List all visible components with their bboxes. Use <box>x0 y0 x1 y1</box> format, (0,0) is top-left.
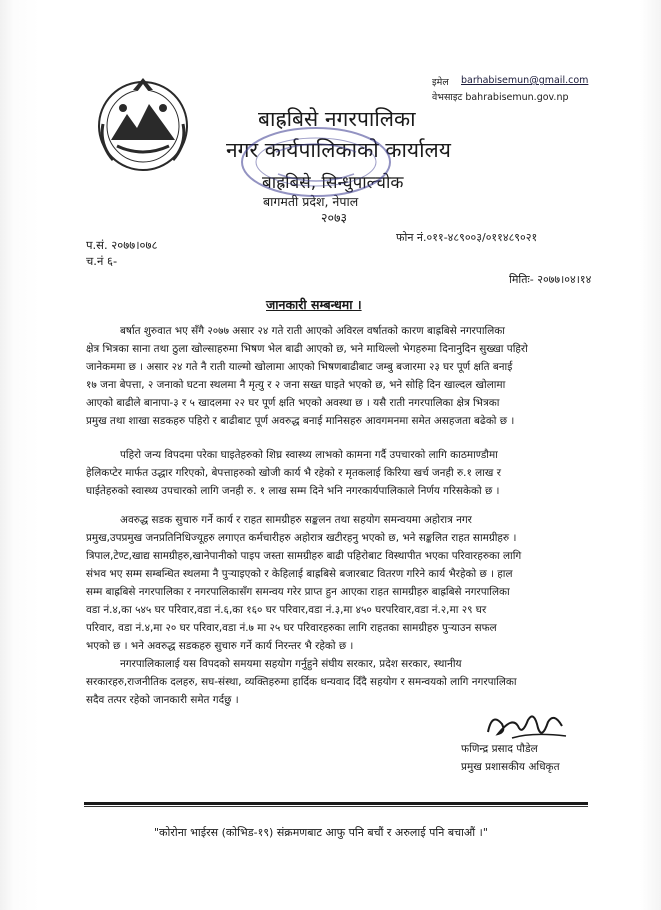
office-stamp <box>236 122 396 202</box>
paragraph-line: सदैव तत्पर रहेको जानकारी समेत गर्दछु । <box>86 694 239 706</box>
signatory-name: फणिन्द्र प्रसाद पौडेल <box>461 743 538 755</box>
paragraph-line: जानेकममा छ । असार २४ गते नै राती याल्मो खोलामा आएको भिषणबाढीबाट जम्बु बजारमा २३ घर पूर्ण क्षति बनाई <box>86 361 513 373</box>
dispatch-number: च.नं ६- <box>86 254 118 268</box>
paragraph-line: सरकारहरु,राजनीतिक दलहरु, सघ-संस्था, व्यक्तिहरुमा हार्दिक धन्यवाद दिँदै सहयोग र समन्वयको लागि नगरपालिका <box>86 676 517 688</box>
paragraph-line: त्रिपाल,टेण्ट,खाद्य सामग्रीहरु,खानेपानीको पाइप जस्ता सामग्रीहरु बाढी पहिरोबाट विस्थापीत भएका परिवारहरुका लागि <box>86 550 522 562</box>
email-label: इमेल <box>432 77 449 88</box>
office-title: नगर कार्यपालिकाको कार्यालय <box>226 138 451 162</box>
nepal-government-emblem-icon <box>93 74 193 174</box>
handwritten-signature <box>482 706 572 746</box>
paragraph-line: क्षेत्र भित्रका साना तथा ठुला खोल्साहरुमा भिषण भेल बाढी आएको छ, भने माथिल्लो भेगहरुमा दिनानुदिन सुख्खा पहिरो <box>86 343 528 355</box>
paragraph-line: आएको बाढीले बानापा-३ र ५ खादलमा २२ घर पूर्ण क्षति भएको अवस्था छ । यसै राती नगरपालिका क्षेत्र भित्रका <box>86 397 500 409</box>
paragraph-line: भएको छ । भने अवरुद्ध सडकहरु सुचारु गर्ने कार्य निरन्तर भै रहेको छ । <box>86 640 354 652</box>
signatory-title: प्रमुख प्रशासकीय अधिकृत <box>461 761 560 773</box>
paragraph-line: अवरुद्ध सडक सुचारु गर्ने कार्य र राहत सामग्रीहरु सङ्कलन तथा सहयोग समन्वयमा अहोरात्र नगर <box>120 514 472 526</box>
website-line: वेभसाइट bahrabisemun.gov.np <box>432 92 569 103</box>
paragraph-line: १७ जना बेपत्ता, २ जनाको घटना स्थलमा नै मृत्यु र २ जना सख्त घाइते भएको छ, भने सोहि दिन खाल्दल खोलामा <box>86 379 506 391</box>
paragraph-line: हेलिकप्टेर मार्फत उद्धार गरिएको, बेपत्ताहरुको खोजी कार्य भै रहेको र मृतकलाई किरिया खर्च जनही रु.१ लाख र <box>86 467 501 479</box>
letter-date: मितिः- २०७७।०४।१४ <box>509 273 592 286</box>
paragraph-line: प्रमुख तथा शाखा सडकहरु पहिरो र बाढीबाट पूर्ण अवरुद्ध बनाई मानिसहरु आवगमनमा समेत असहजता बढेको छ । <box>86 415 515 427</box>
paragraph-line: संभव भए सम्म सम्बन्धित स्थलमा नै पुऱ्याइएको र केहिलाई बाह्रबिसे बजारबाट वितरण गरिने कार्य भैरहेको छ । हाल <box>86 568 513 580</box>
reference-number: प.सं. २०७७।०७८ <box>86 238 158 252</box>
office-year: २०७३ <box>321 210 348 225</box>
body-paragraph <box>86 446 597 500</box>
paragraph-line: घाईतेहरुको स्वास्थ्य उपचारको लागि जनही रु. १ लाख सम्म दिने भनि नगरकार्यपालिकाले निर्णय गरिसकेको छ । <box>86 485 500 497</box>
body-paragraph <box>86 655 597 709</box>
paragraph-line: प्रमुख,उपप्रमुख जनप्रतिनिधिज्यूहरु लगाएत कर्मचारीहरु अहोरात्र खटीरहनु भएको छ, भने सङ्कलित राहत सामग्रीहरु । <box>86 532 517 544</box>
paragraph-line: वडा नं.४,का ५४५ घर परिवार,वडा नं.६,का १६० घर परिवार,वडा नं.३,मा ४५० घरपरिवार,वडा नं.२,मा २९ घर <box>86 604 487 616</box>
email-link[interactable]: barhabisemun@gmail.com <box>461 75 589 86</box>
letter-subject: जानकारी सम्बन्धमा । <box>266 297 362 312</box>
office-region: बागमती प्रदेश, नेपाल <box>263 194 359 209</box>
footer-slogan: "कोरोना भाईरस (कोभिड-१९) संक्रमणबाट आफु पनि बचौं र अरुलाई पनि बचाऔं ।" <box>154 826 488 839</box>
paragraph-line: नगरपालिकालाई यस विपदको समयमा सहयोग गर्नुहुने संघीय सरकार, प्रदेश सरकार, स्थानीय <box>120 658 462 670</box>
paragraph-line: बर्षात शुरुवात भए सँगै २०७७ असार २४ गते राती आएको अविरल वर्षातको कारण बाह्रबिसे नगरपालिका <box>120 325 505 337</box>
footer-divider-thin <box>84 806 588 807</box>
office-address: बाह्रबिसे, सिन्धुपाल्चोक <box>262 173 404 193</box>
footer-divider <box>84 802 588 805</box>
phone-line: फोन नं.०११-४८९००३/०११४८९०२१ <box>396 231 538 244</box>
paragraph-line: सम्म बाह्रबिसे नगरपालिका र नगरपालिकासँग समन्वय गरेर प्राप्त हुन आएका राहत सामग्रीहरु बाह्रबिसे नगरपालिका <box>86 586 510 598</box>
office-name: बाह्रबिसे नगरपालिका <box>258 107 416 131</box>
body-paragraph <box>86 322 597 430</box>
paragraph-line: पहिरो जन्य विपदमा परेका घाइतेहरुको शिघ्र स्वास्थ्य लाभको कामना गर्दै उपचारको लागि काठमाण्डौमा <box>120 449 498 461</box>
paragraph-line: परिवार, वडा नं.४,मा २० घर परिवार,वडा नं.७ मा २५ घर परिवारहरुका लागि राहतका सामग्रीहरु पुऱ्याउन सफल <box>86 622 497 634</box>
body-paragraph <box>86 511 597 655</box>
